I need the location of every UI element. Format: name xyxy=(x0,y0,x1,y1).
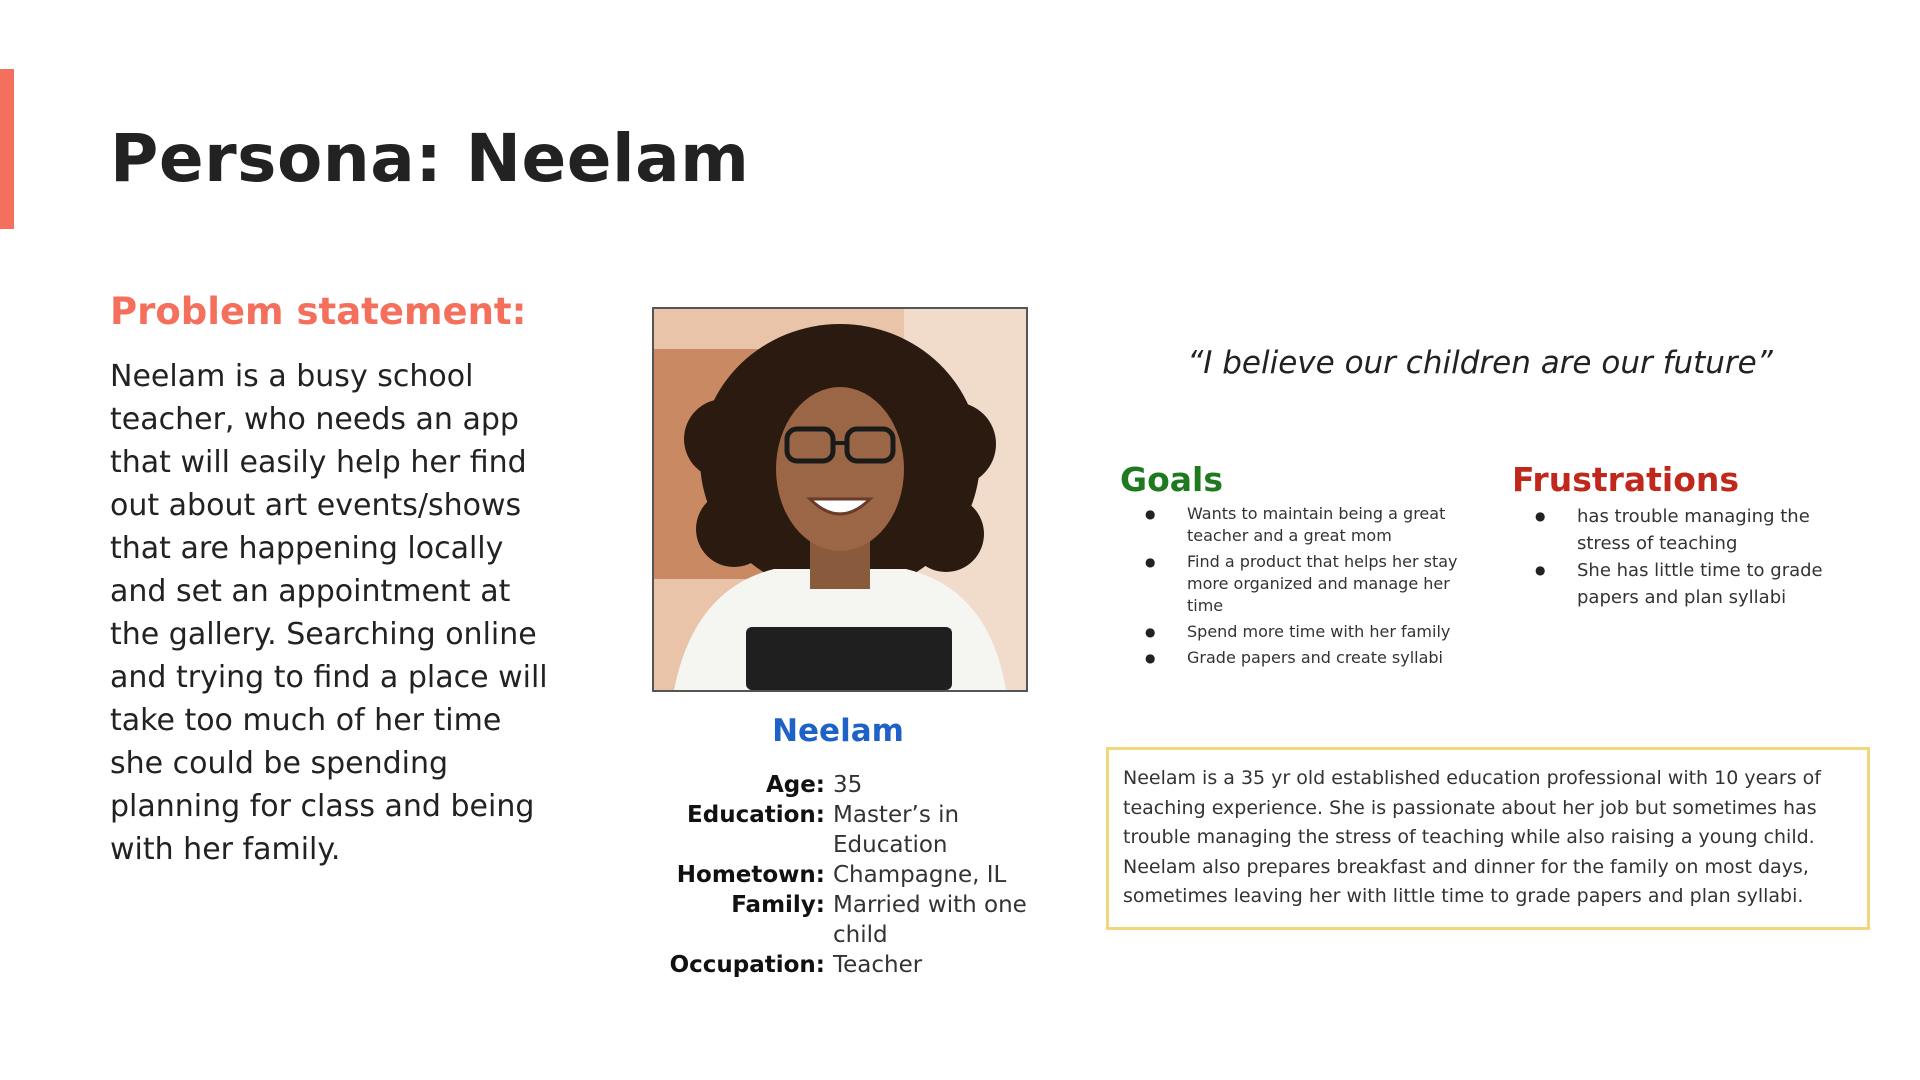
detail-label: Education: xyxy=(687,802,825,828)
detail-value: Master’s in Education xyxy=(833,802,960,858)
list-item: ● Wants to maintain being a great teacher and a great mom xyxy=(1145,503,1485,547)
problem-statement-heading: Problem statement: xyxy=(110,290,527,333)
detail-age xyxy=(640,770,1080,800)
frustrations-heading: Frustrations xyxy=(1512,460,1740,499)
list-item: ● Find a product that helps her stay more organized and manage her time xyxy=(1145,551,1485,617)
detail-value: Married with one child xyxy=(833,892,1027,948)
goals-heading: Goals xyxy=(1120,460,1223,499)
persona-details xyxy=(640,770,1080,980)
bio-text: Neelam is a 35 yr old established education professional with 10 years of teaching experience. She is passionate about her job but sometimes has trouble managing the stress of teaching while also raising a young child. Neelam also prepares breakfast and dinner for the family on most days, sometimes leaving her with little time to grade papers and plan syllabi. xyxy=(1123,767,1821,907)
bio-box xyxy=(1106,747,1870,930)
list-item: ● Grade papers and create syllabi xyxy=(1145,647,1485,669)
list-item: ● Spend more time with her family xyxy=(1145,621,1485,643)
list-item: ● She has little time to grade papers and plan syllabi xyxy=(1535,557,1835,611)
detail-value: 35 xyxy=(833,772,863,798)
detail-value: Champagne, IL xyxy=(833,862,1007,888)
persona-photo xyxy=(652,307,1028,692)
detail-label: Age: xyxy=(765,772,825,798)
problem-statement-body: Neelam is a busy school teacher, who needs an app that will easily help her find out about art events/shows that are happening locally and set an appointment at the gallery. Searching online and trying to find a place will take too much of her time she could be spending planning for class and being with her family. xyxy=(110,359,548,867)
persona-quote: “I believe our children are our future” xyxy=(1187,345,1773,381)
list-item: ● has trouble managing the stress of teaching xyxy=(1535,503,1835,557)
detail-label: Occupation: xyxy=(669,952,825,978)
goals-list xyxy=(1145,503,1485,673)
accent-bar xyxy=(0,69,14,229)
detail-label: Family: xyxy=(731,892,825,918)
detail-occupation xyxy=(640,950,1080,980)
detail-hometown xyxy=(640,860,1080,890)
detail-value: Teacher xyxy=(833,952,923,978)
detail-family xyxy=(640,890,1080,950)
detail-label: Hometown: xyxy=(676,862,825,888)
page-title: Persona: Neelam xyxy=(110,120,750,197)
detail-education xyxy=(640,800,1080,860)
persona-name: Neelam xyxy=(772,713,904,749)
frustrations-list xyxy=(1535,503,1835,611)
